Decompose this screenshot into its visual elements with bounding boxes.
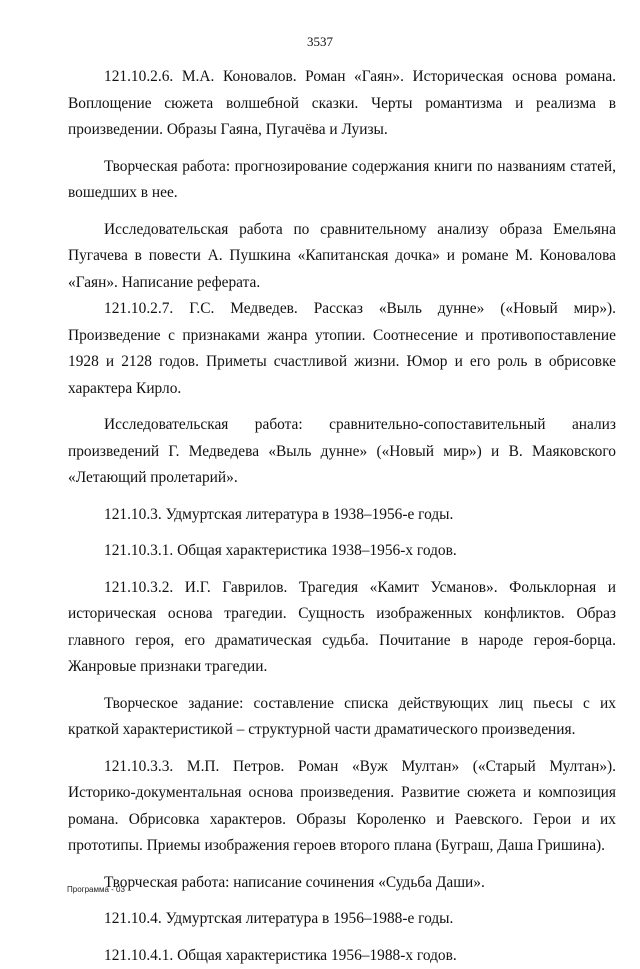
paragraph-section-121-10-3-1: 121.10.3.1. Общая характеристика 1938–1956-х годов. [68,538,616,565]
paragraph-creative-work-essay: Творческая работа: написание сочинения «Судьба Даши». [68,870,616,897]
footer-label: Программа - 03 [67,885,125,894]
paragraph-creative-task: Творческое задание: составление списка действующих лиц пьесы с их краткой характеристикой – структурной части драматического произведения. [68,691,616,744]
paragraph-research-work-2: Исследовательская работа: сравнительно-сопоставительный анализ произведений Г. Медведева «Выль дунне» («Новый мир») и В. Маяковского «Летающий пролетарий». [68,412,616,492]
paragraph-section-121-10-3-3: 121.10.3.3. М.П. Петров. Роман «Вуж Мултан» («Старый Мултан»). Историко-документальная основа произведения. Развитие сюжета и композиция романа. Обрисовка характеров. Образы Короленко и Раевского. Герои и их прототипы. Приемы изображения героев второго плана (Буграш, Даша Гришина). [68,754,616,860]
document-body [68,64,616,969]
paragraph-creative-work: Творческая работа: прогнозирование содержания книги по названиям статей, вошедших в нее. [68,154,616,207]
paragraph-section-121-10-4-1: 121.10.4.1. Общая характеристика 1956–1988-х годов. [68,943,616,969]
paragraph-section-121-10-3: 121.10.3. Удмуртская литература в 1938–1956-е годы. [68,502,616,529]
paragraph-section-121-10-4: 121.10.4. Удмуртская литература в 1956–1988-е годы. [68,906,616,933]
page-number: 3537 [0,34,640,50]
paragraph-section-121-10-2-6: 121.10.2.6. М.А. Коновалов. Роман «Гаян». Историческая основа романа. Воплощение сюжета волшебной сказки. Черты романтизма и реализма в произведении. Образы Гаяна, Пугачёва и Луизы. [68,64,616,144]
paragraph-section-121-10-2-7: 121.10.2.7. Г.С. Медведев. Рассказ «Выль дунне» («Новый мир»). Произведение с признаками жанра утопии. Соотнесение и противопоставление 1928 и 2128 годов. Приметы счастливой жизни. Юмор и его роль в обрисовке характера Кирло. [68,296,616,402]
paragraph-section-121-10-3-2: 121.10.3.2. И.Г. Гаврилов. Трагедия «Камит Усманов». Фольклорная и историческая основа трагедии. Сущность изображенных конфликтов. Образ главного героя, его драматическая судьба. Почитание в народе героя-борца. Жанровые признаки трагедии. [68,575,616,681]
paragraph-research-work: Исследовательская работа по сравнительному анализу образа Емельяна Пугачева в повести А. Пушкина «Капитанская дочка» и романе М. Коновалова «Гаян». Написание реферата. [68,217,616,297]
